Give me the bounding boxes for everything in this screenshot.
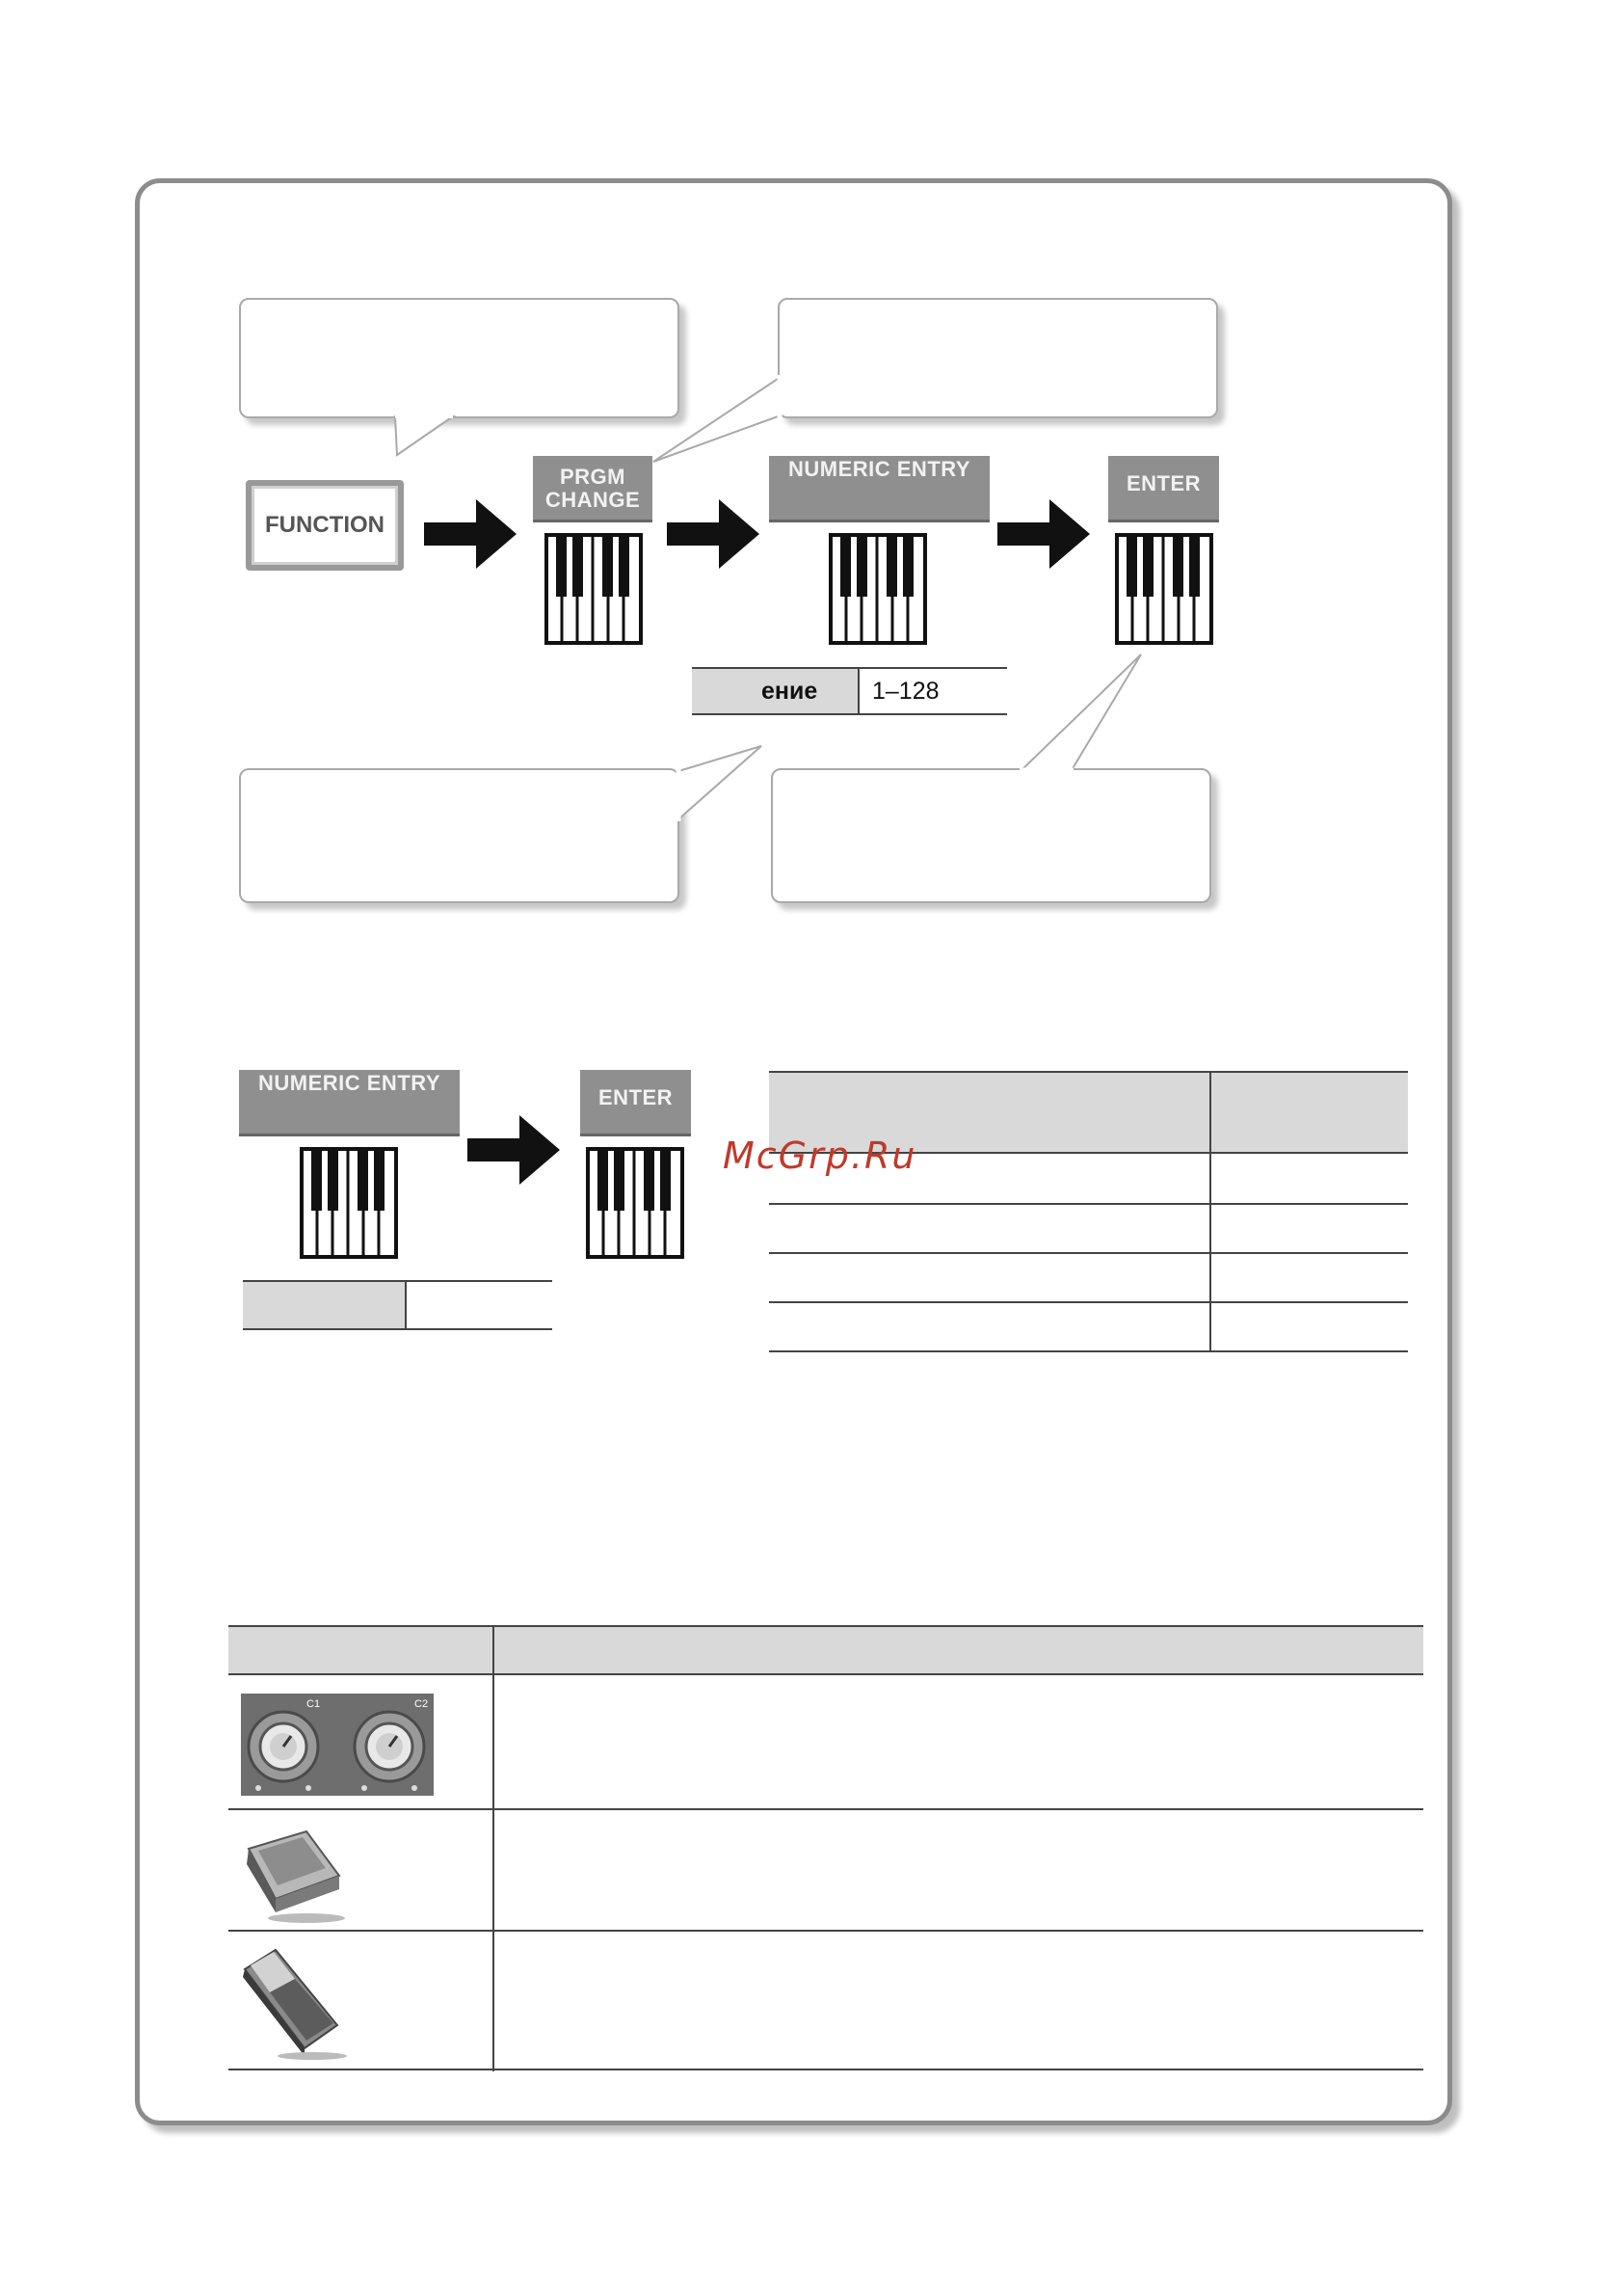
controllers-table-header — [228, 1627, 1423, 1673]
callout-tail-prgm-change — [646, 371, 790, 467]
keyboard-keys-icon[interactable] — [1115, 533, 1213, 645]
controllers-table-row-rule — [228, 1930, 1423, 1932]
range-table-label: ение — [761, 678, 818, 705]
watermark: McGrp.Ru — [723, 1135, 917, 1177]
enter-button[interactable] — [1108, 456, 1219, 520]
function-button[interactable] — [246, 480, 404, 571]
callout-tail-enter — [1012, 651, 1156, 776]
arrow-right-icon — [667, 497, 763, 571]
callout-enter — [771, 768, 1211, 903]
knob-label-c1: C1 — [306, 1698, 321, 1710]
right-table-row-rule — [769, 1203, 1408, 1205]
arrow-right-icon — [424, 497, 520, 571]
small-table-divider — [405, 1280, 407, 1330]
range-table-value: 1–128 — [872, 678, 940, 705]
numeric-entry-button[interactable] — [239, 1070, 460, 1134]
range-table-divider — [858, 667, 860, 715]
arrow-right-icon — [467, 1113, 564, 1187]
range-table-bottom-rule — [692, 713, 1007, 715]
control-knobs-icon — [241, 1694, 434, 1796]
right-table-divider — [1209, 1071, 1211, 1352]
small-table-bottom-rule — [243, 1328, 552, 1330]
enter-label: ENTER — [597, 1085, 674, 1109]
right-table-row-rule — [769, 1301, 1408, 1303]
controllers-table-row-rule — [228, 1808, 1423, 1810]
keyboard-keys-icon[interactable] — [544, 533, 643, 645]
enter-label: ENTER — [1126, 471, 1202, 495]
keyboard-keys-icon[interactable] — [829, 533, 927, 645]
prgm-change-button[interactable] — [533, 456, 652, 520]
callout-tail-numeric-entry — [675, 742, 771, 848]
controllers-table-divider — [492, 1625, 494, 2071]
right-table-bottom-rule — [769, 1350, 1408, 1352]
expression-pedal-icon — [237, 1942, 353, 2060]
callout-prgm-change — [778, 298, 1218, 418]
controllers-table-header-rule — [228, 1673, 1423, 1675]
arrow-right-icon — [997, 497, 1094, 571]
keyboard-keys-icon[interactable] — [586, 1147, 684, 1259]
callout-function — [239, 298, 679, 418]
right-table-row-rule — [769, 1252, 1408, 1254]
enter-button[interactable] — [580, 1070, 691, 1134]
controllers-table-bottom-rule — [228, 2069, 1423, 2070]
numeric-entry-button[interactable] — [769, 456, 990, 520]
callout-numeric-entry — [239, 768, 679, 903]
numeric-entry-label: NUMERIC ENTRY — [257, 1071, 441, 1095]
prgm-label: PRGM — [560, 465, 625, 489]
numeric-entry-label: NUMERIC ENTRY — [787, 457, 971, 481]
change-label: CHANGE — [544, 488, 641, 512]
callout-tail-function — [385, 416, 472, 474]
function-button-label: FUNCTION — [265, 512, 385, 538]
small-table-label-cell — [243, 1282, 405, 1328]
knob-label-c2: C2 — [414, 1698, 429, 1710]
keyboard-keys-icon[interactable] — [300, 1147, 398, 1259]
footswitch-pedal-icon — [239, 1822, 350, 1923]
